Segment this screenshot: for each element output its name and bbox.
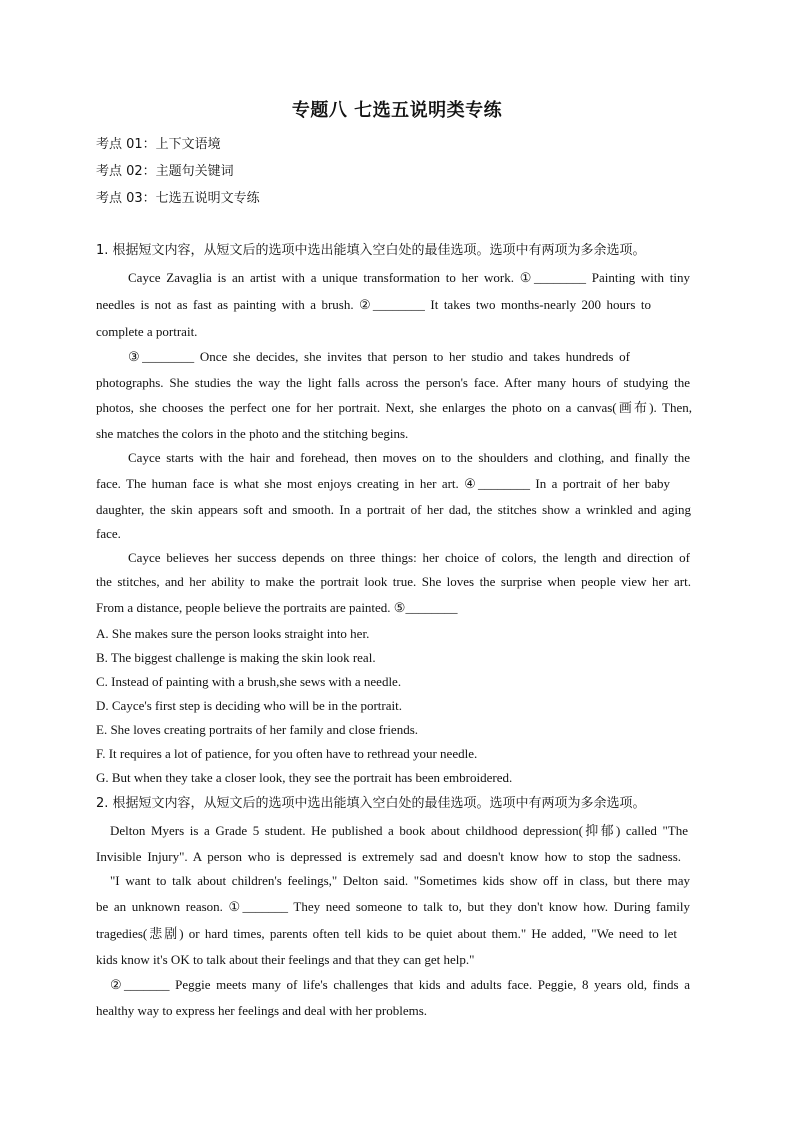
- q1-passage-line: Cayce starts with the hair and forehead, then moves on to the shoulders and clothing, and finally the: [128, 450, 690, 465]
- q1-passage-line: face.: [96, 526, 121, 541]
- q1-passage-line: complete a portrait.: [96, 324, 198, 339]
- q1-option-e: E. She loves creating portraits of her family and close friends.: [96, 722, 419, 737]
- q1-option-b: B. The biggest challenge is making the skin look real.: [96, 650, 376, 665]
- q1-passage-line: Cayce Zavaglia is an artist with a unique transformation to her work. ①________ Painting with tiny: [128, 270, 690, 285]
- q2-passage-line: Invisible Injury". A person who is depressed is extremely sad and doesn't know how to stop the sadness.: [96, 849, 681, 864]
- q1-passage-line: needles is not as fast as painting with a brush. ②________ It takes two months-nearly 200 hours to: [96, 297, 651, 312]
- exam-point-2: 考点 02：主题句关键词: [96, 164, 234, 179]
- q1-instruction: 1. 根据短文内容，从短文后的选项中选出能填入空白处的最佳选项。选项中有两项为多余选项。: [96, 243, 646, 258]
- q1-passage-line: From a distance, people believe the portraits are painted. ⑤________: [96, 600, 458, 615]
- exam-point-1: 考点 01：上下文语境: [96, 137, 221, 152]
- q1-passage-line: photographs. She studies the way the light falls across the person's face. After many hours of studying the: [96, 375, 690, 390]
- q1-option-f: F. It requires a lot of patience, for you often have to rethread your needle.: [96, 746, 478, 761]
- q1-passage-line: she matches the colors in the photo and the stitching begins.: [96, 426, 409, 441]
- q2-passage-line: kids know it's OK to talk about their feelings and that they can get help.": [96, 952, 475, 967]
- q1-passage-line: face. The human face is what she most enjoys creating in her art. ④________ In a portrait of her baby: [96, 476, 670, 491]
- q1-option-d: D. Cayce's first step is deciding who will be in the portrait.: [96, 698, 402, 713]
- q2-passage-line: be an unknown reason. ①_______ They need someone to talk to, but they don't know how. During family: [96, 899, 690, 914]
- q1-passage-line: the stitches, and her ability to make the portrait look true. She loves the surprise when people view her art.: [96, 574, 691, 589]
- q2-passage-line: ②_______ Peggie meets many of life's challenges that kids and adults face. Peggie, 8 years old, finds a: [110, 977, 690, 992]
- q1-passage-line: daughter, the skin appears soft and smooth. In a portrait of her dad, the stitches show a wrinkled and aging: [96, 502, 691, 517]
- page-title: 专题八 七选五说明类专练: [291, 100, 503, 121]
- q2-passage-line: "I want to talk about children's feelings," Delton said. "Sometimes kids show off in class, but there may: [110, 873, 690, 888]
- q1-passage-line: photos, she chooses the perfect one for her portrait. Next, she enlarges the photo on a canvas(画布). Then,: [96, 400, 692, 415]
- q1-passage-line: ③________ Once she decides, she invites that person to her studio and takes hundreds of: [128, 349, 630, 364]
- exam-point-3: 考点 03：七选五说明文专练: [96, 191, 260, 206]
- q2-instruction: 2. 根据短文内容，从短文后的选项中选出能填入空白处的最佳选项。选项中有两项为多余选项。: [96, 796, 646, 811]
- q2-passage-line: healthy way to express her feelings and deal with her problems.: [96, 1003, 428, 1018]
- q2-passage-line: Delton Myers is a Grade 5 student. He published a book about childhood depression(抑郁) called "The: [110, 823, 688, 838]
- q1-option-a: A. She makes sure the person looks straight into her.: [96, 626, 370, 641]
- q1-option-g: G. But when they take a closer look, they see the portrait has been embroidered.: [96, 770, 513, 785]
- q2-passage-line: tragedies(悲剧) or hard times, parents often tell kids to be quiet about them." He added, "We need to let: [96, 926, 677, 941]
- q1-option-c: C. Instead of painting with a brush,she sews with a needle.: [96, 674, 402, 689]
- q1-passage-line: Cayce believes her success depends on three things: her choice of colors, the length and direction of: [128, 550, 690, 565]
